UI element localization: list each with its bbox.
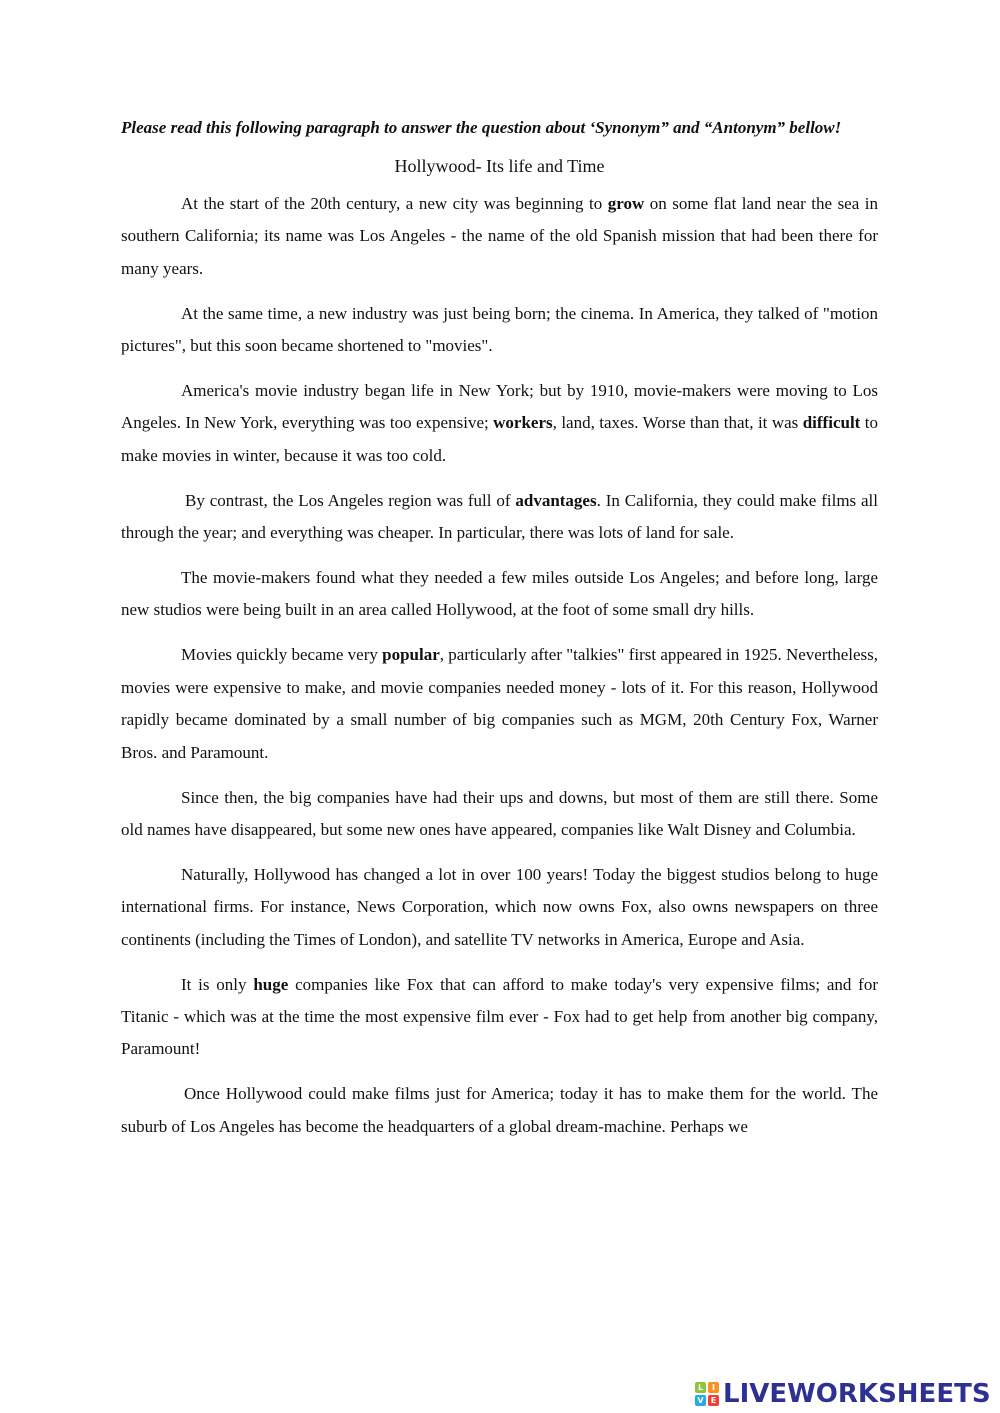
logo-mark-letter: E [708, 1395, 719, 1406]
logo-mark-letter: L [695, 1382, 706, 1393]
logo-mark-letter: I [708, 1382, 719, 1393]
paragraph-text: Movies quickly became very [181, 645, 383, 665]
keyword-advantages: advantages [515, 490, 597, 510]
keyword-grow: grow [607, 194, 645, 213]
logo-mark-letter: V [695, 1395, 706, 1406]
paragraph-9 [121, 969, 878, 1066]
paragraph-text: . In California, they could make films all through the year; and everything was cheaper. In particular, there was lots of land for sale. [121, 490, 879, 543]
paragraph-text: on some flat land near the sea in southern California; its name was Los Angeles - the name of the old Spanish mission that had been there for many years. [121, 194, 878, 278]
paragraph-2: At the same time, a new industry was just being born; the cinema. In America, they talked of "motion pictures", but this soon became shortened to "movies". [121, 303, 878, 356]
logo-mark-icon [695, 1382, 719, 1406]
liveworksheets-logo [695, 1379, 991, 1409]
logo-text: LIVEWORKSHEETS [723, 1379, 991, 1409]
instruction-text: Please read this following paragraph to answer the question about ‘Synonym” and “Antonym” bellow! [121, 118, 842, 137]
keyword-workers: workers [493, 413, 553, 433]
paragraph-7: Since then, the big companies have had their ups and downs, but most of them are still there. Some old names have disappeared, but some new ones have appeared, companies like Walt Disney and Columbia. [121, 787, 878, 839]
paragraph-6 [121, 639, 878, 769]
paragraph-text: , land, taxes. Worse than that, it was [552, 413, 803, 433]
paragraph-10: Once Hollywood could make films just for America; today it has to make them for the world. The suburb of Los Angeles has become the headquarters of a global dream-machine. Perhaps we [121, 1084, 878, 1136]
paragraph-8: Naturally, Hollywood has changed a lot in over 100 years! Today the biggest studios belong to huge international firms. For instance, News Corporation, which now owns Fox, also owns newspapers on three continents (including the Times of London), and satellite TV networks in America, Europe and Asia. [121, 864, 878, 949]
paragraph-text: to make movies in winter, because it was too cold. [121, 413, 878, 465]
paragraph-text: At the start of the 20th century, a new city was beginning to [181, 194, 608, 213]
paragraph-5: The movie-makers found what they needed a few miles outside Los Angeles; and before long, large new studios were being built in an area called Hollywood, at the foot of some small dry hills. [121, 568, 878, 620]
paragraph-3 [121, 375, 878, 472]
paragraph-1 [121, 188, 878, 285]
paragraph-text: It is only [181, 974, 254, 994]
paragraph-text: By contrast, the Los Angeles region was full of [185, 490, 516, 510]
keyword-difficult: difficult [802, 413, 861, 433]
paragraph-text: companies like Fox that can afford to make today's very expensive films; and for Titanic - which was at the time the most expensive film ever - Fox had to get help from another big company, Paramount! [121, 974, 879, 1059]
paragraph-text: America's movie industry began life in New York; but by 1910, movie-makers were moving to Los Angeles. In New York, everything was too expensive; [121, 381, 878, 433]
paragraph-text: , particularly after "talkies" first appeared in 1925. Nevertheless, movies were expensive to make, and movie companies needed money - lots of it. For this reason, Hollywood rapidly became dominated by a small number of big companies such as MGM, 20th Century Fox, Warner Bros. and Paramount. [121, 645, 878, 762]
keyword-huge: huge [253, 974, 289, 994]
keyword-popular: popular [382, 645, 440, 665]
worksheet-page [121, 112, 878, 1156]
paragraph-4 [121, 485, 878, 550]
passage-title: Hollywood- Its life and Time [394, 156, 605, 176]
